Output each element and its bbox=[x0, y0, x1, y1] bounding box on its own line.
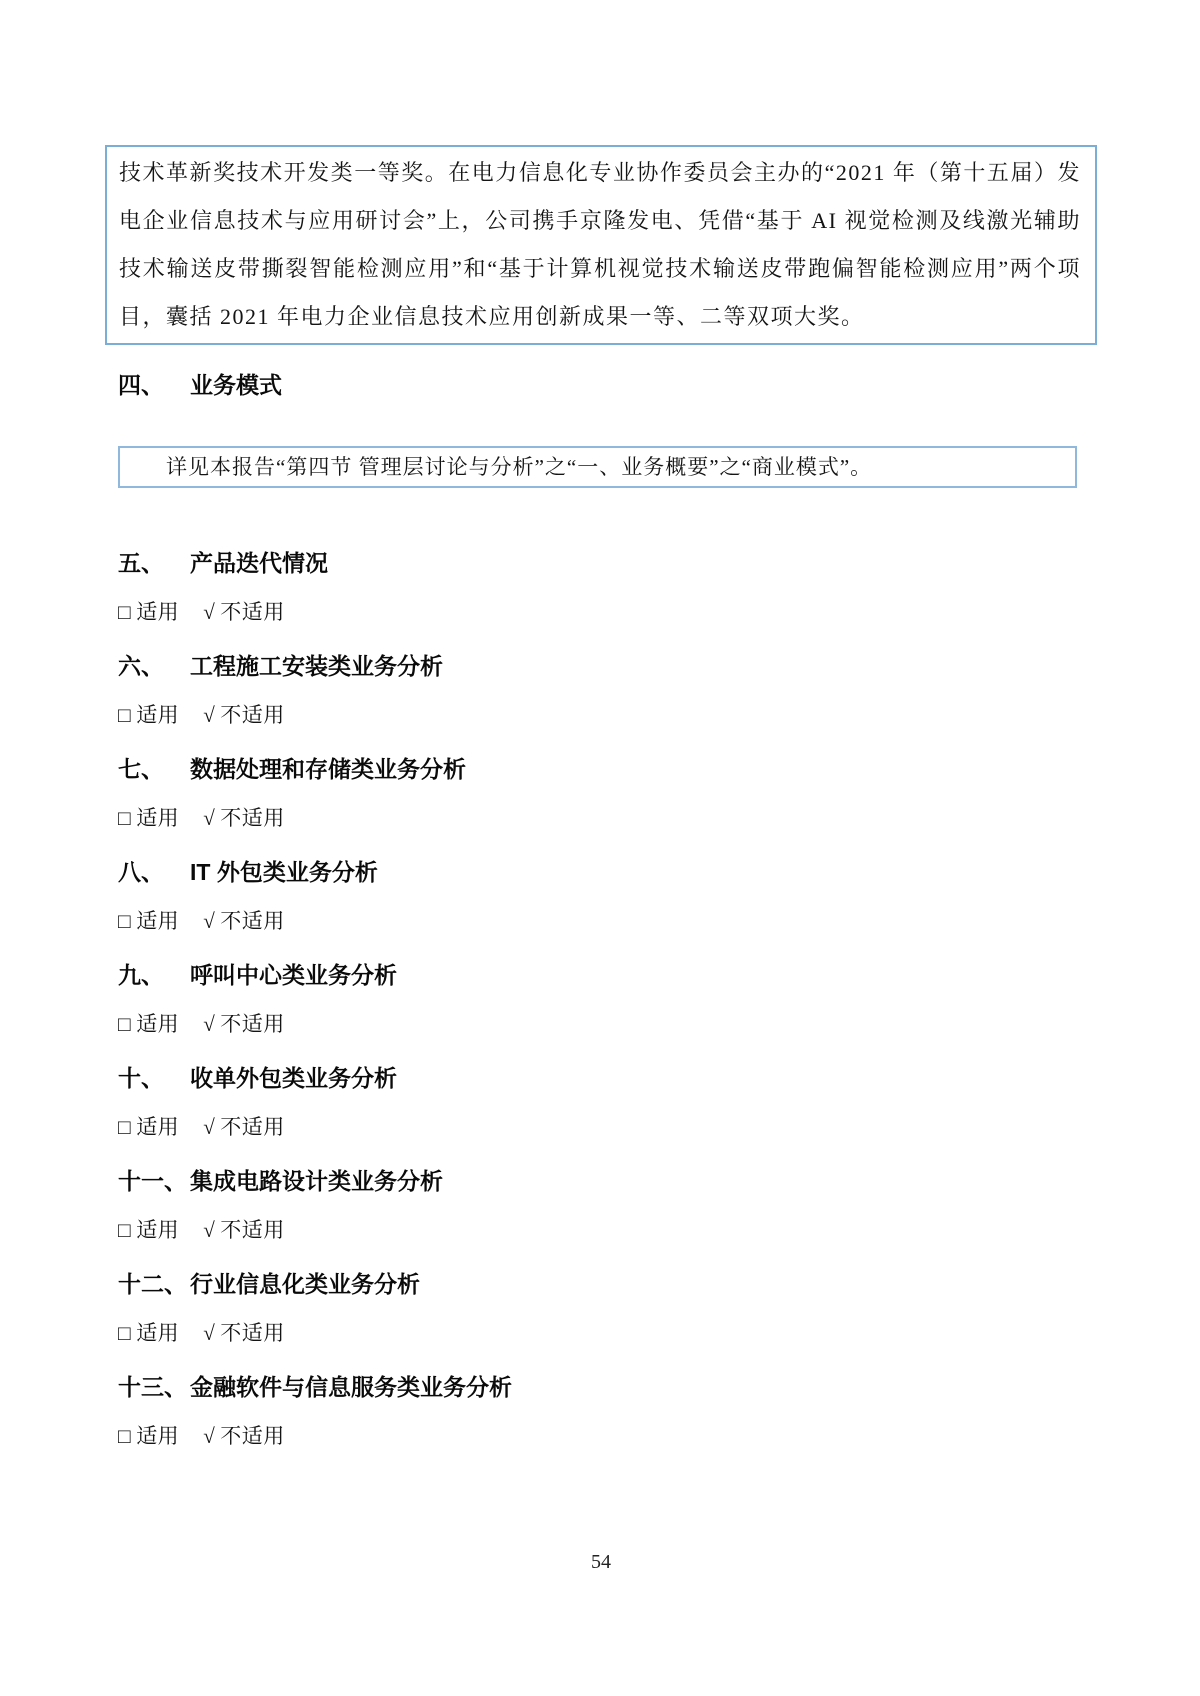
section-title: 集成电路设计类业务分析 bbox=[190, 1168, 443, 1194]
section-title: 业务模式 bbox=[190, 372, 282, 398]
check-icon: √ bbox=[203, 1218, 216, 1242]
applicable-label: 适用 bbox=[136, 1321, 180, 1345]
page-number: 54 bbox=[591, 1551, 611, 1573]
not-applicable-option bbox=[203, 700, 285, 730]
section-title: 产品迭代情况 bbox=[190, 550, 328, 576]
not-applicable-label: 不适用 bbox=[220, 806, 285, 830]
applicable-option bbox=[118, 1009, 179, 1039]
section-title: IT 外包类业务分析 bbox=[190, 859, 378, 885]
applicable-option bbox=[118, 1215, 179, 1245]
applicability-row bbox=[118, 906, 1097, 936]
not-applicable-option bbox=[203, 906, 285, 936]
section-heading-4 bbox=[118, 369, 1097, 401]
section-number: 八、 bbox=[118, 859, 164, 885]
not-applicable-label: 不适用 bbox=[220, 703, 285, 727]
applicability-row bbox=[118, 1318, 1097, 1348]
checkbox-empty-icon: □ bbox=[118, 600, 132, 624]
check-icon: √ bbox=[203, 909, 216, 933]
section-number: 十三、 bbox=[118, 1374, 187, 1400]
not-applicable-label: 不适用 bbox=[220, 1115, 285, 1139]
section-number: 四、 bbox=[118, 372, 164, 398]
applicability-row bbox=[118, 700, 1097, 730]
continuation-paragraph-box bbox=[105, 145, 1097, 345]
check-icon: √ bbox=[203, 806, 216, 830]
section-12 bbox=[105, 1268, 1097, 1348]
applicable-label: 适用 bbox=[136, 1424, 180, 1448]
applicable-label: 适用 bbox=[136, 1115, 180, 1139]
section-4-note-box bbox=[118, 446, 1077, 488]
section-heading bbox=[118, 1371, 1097, 1403]
section-number: 七、 bbox=[118, 756, 164, 782]
not-applicable-label: 不适用 bbox=[220, 1424, 285, 1448]
section-8 bbox=[105, 856, 1097, 936]
section-heading bbox=[118, 959, 1097, 991]
section-13 bbox=[105, 1371, 1097, 1451]
not-applicable-option bbox=[203, 803, 285, 833]
section-title: 数据处理和存储类业务分析 bbox=[190, 756, 466, 782]
check-icon: √ bbox=[203, 703, 216, 727]
not-applicable-option bbox=[203, 1318, 285, 1348]
checkbox-empty-icon: □ bbox=[118, 1012, 132, 1036]
section-heading bbox=[118, 856, 1097, 888]
applicable-option bbox=[118, 597, 179, 627]
checkbox-empty-icon: □ bbox=[118, 1115, 132, 1139]
not-applicable-label: 不适用 bbox=[220, 1012, 285, 1036]
checkbox-empty-icon: □ bbox=[118, 1424, 132, 1448]
section-heading bbox=[118, 1062, 1097, 1094]
not-applicable-label: 不适用 bbox=[220, 1321, 285, 1345]
applicability-row bbox=[118, 1215, 1097, 1245]
check-icon: √ bbox=[203, 1424, 216, 1448]
not-applicable-option bbox=[203, 597, 285, 627]
applicable-label: 适用 bbox=[136, 1218, 180, 1242]
applicable-option bbox=[118, 700, 179, 730]
section-title: 行业信息化类业务分析 bbox=[190, 1271, 420, 1297]
not-applicable-label: 不适用 bbox=[220, 600, 285, 624]
section-number: 十二、 bbox=[118, 1271, 187, 1297]
section-heading bbox=[118, 1268, 1097, 1300]
sections-list bbox=[105, 547, 1097, 1451]
check-icon: √ bbox=[203, 1012, 216, 1036]
checkbox-empty-icon: □ bbox=[118, 703, 132, 727]
applicability-row bbox=[118, 597, 1097, 627]
applicable-label: 适用 bbox=[136, 703, 180, 727]
continuation-paragraph-text: 技术革新奖技术开发类一等奖。在电力信息化专业协作委员会主办的“2021 年（第十五届）发电企业信息技术与应用研讨会”上，公司携手京隆发电、凭借“基于 AI 视觉检测及线激光辅助技术输送皮带撕裂智能检测应用”和“基于计算机视觉技术输送皮带跑偏智能检测应用”两个项目，囊括 2021 年电力企业信息技术应用创新成果一等、二等双项大奖。 bbox=[119, 160, 1081, 329]
not-applicable-option bbox=[203, 1112, 285, 1142]
applicability-row bbox=[118, 1112, 1097, 1142]
section-title: 收单外包类业务分析 bbox=[190, 1065, 397, 1091]
applicable-option bbox=[118, 1318, 179, 1348]
applicability-row bbox=[118, 1421, 1097, 1451]
applicable-label: 适用 bbox=[136, 600, 180, 624]
section-number: 六、 bbox=[118, 653, 164, 679]
applicable-label: 适用 bbox=[136, 806, 180, 830]
applicability-row bbox=[118, 803, 1097, 833]
not-applicable-option bbox=[203, 1215, 285, 1245]
not-applicable-label: 不适用 bbox=[220, 909, 285, 933]
applicable-option bbox=[118, 1421, 179, 1451]
applicable-option bbox=[118, 906, 179, 936]
checkbox-empty-icon: □ bbox=[118, 909, 132, 933]
check-icon: √ bbox=[203, 1115, 216, 1139]
check-icon: √ bbox=[203, 600, 216, 624]
section-7 bbox=[105, 753, 1097, 833]
not-applicable-option bbox=[203, 1009, 285, 1039]
section-number: 九、 bbox=[118, 962, 164, 988]
check-icon: √ bbox=[203, 1321, 216, 1345]
section-4-note-text: 详见本报告“第四节 管理层讨论与分析”之“一、业务概要”之“商业模式”。 bbox=[166, 455, 873, 479]
section-6 bbox=[105, 650, 1097, 730]
section-11 bbox=[105, 1165, 1097, 1245]
section-10 bbox=[105, 1062, 1097, 1142]
applicable-label: 适用 bbox=[136, 1012, 180, 1036]
applicability-row bbox=[118, 1009, 1097, 1039]
section-heading bbox=[118, 1165, 1097, 1197]
checkbox-empty-icon: □ bbox=[118, 1321, 132, 1345]
section-heading bbox=[118, 547, 1097, 579]
section-9 bbox=[105, 959, 1097, 1039]
section-5 bbox=[105, 547, 1097, 627]
applicable-label: 适用 bbox=[136, 909, 180, 933]
section-title: 呼叫中心类业务分析 bbox=[190, 962, 397, 988]
checkbox-empty-icon: □ bbox=[118, 1218, 132, 1242]
section-heading bbox=[118, 650, 1097, 682]
section-title: 工程施工安装类业务分析 bbox=[190, 653, 443, 679]
section-number: 十一、 bbox=[118, 1168, 187, 1194]
applicable-option bbox=[118, 1112, 179, 1142]
section-heading bbox=[118, 753, 1097, 785]
not-applicable-option bbox=[203, 1421, 285, 1451]
section-number: 十、 bbox=[118, 1065, 164, 1091]
section-title: 金融软件与信息服务类业务分析 bbox=[190, 1374, 512, 1400]
not-applicable-label: 不适用 bbox=[220, 1218, 285, 1242]
checkbox-empty-icon: □ bbox=[118, 806, 132, 830]
section-number: 五、 bbox=[118, 550, 164, 576]
applicable-option bbox=[118, 803, 179, 833]
